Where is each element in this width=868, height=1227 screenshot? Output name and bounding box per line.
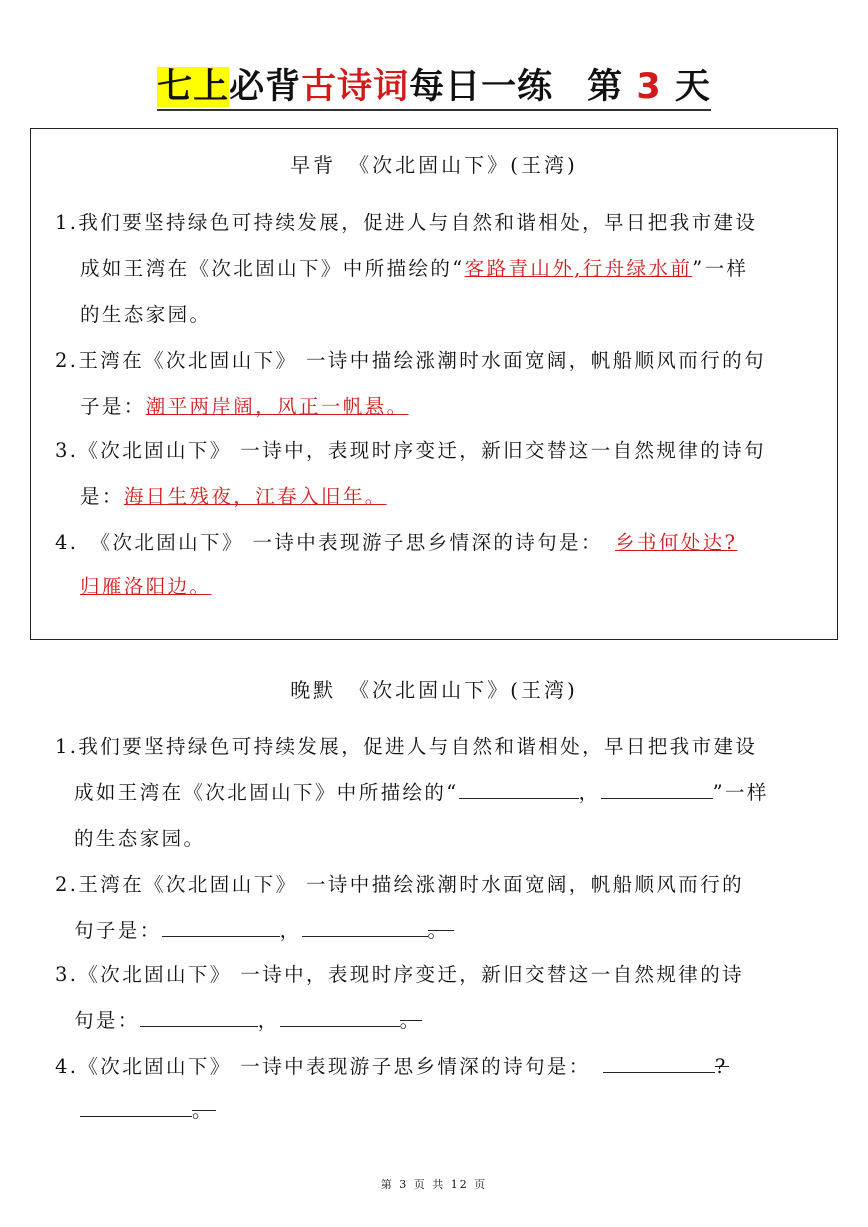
morning-q4-answer2: 归雁洛阳边。 [80,575,212,598]
morning-q3-answer: 海日生残夜，江春入旧年。 [123,485,387,508]
evening-q1-line3: 的生态家园。 [74,827,206,850]
evening-q2-comma: ， [279,919,302,942]
evening-q2-end-line [427,908,454,942]
evening-q2-period: 。 [427,919,450,942]
evening-q4-line2 [80,1088,216,1134]
morning-q1-answer: 客路青山外,行舟绿水前 [464,257,693,280]
evening-q4-q-line [714,1044,729,1078]
evening-q1-text-end: ”一样 [712,781,769,804]
evening-q1-line2 [74,770,769,816]
evening-q2-line1: 2.王湾在《次北固山下》 一诗中描绘涨潮时水面宽阔，帆船顺风而行的 [55,873,745,896]
morning-q1-text: 成如王湾在《次北固山下》中所描绘的“ [80,257,465,280]
morning-q4-line1 [55,520,737,566]
evening-q3-period: 。 [399,1009,422,1032]
evening-q3-comma: ， [257,1009,280,1032]
evening-q1-line1: 1.我们要坚持绿色可持续发展，促进人与自然和谐相处，早日把我市建设 [55,735,758,758]
evening-q2-blank1[interactable] [162,914,280,937]
morning-q3-line1: 3.《次北固山下》 一诗中，表现时序变迁，新旧交替这一自然规律的诗句 [55,439,766,462]
evening-q3-text: 句是： [74,1009,140,1032]
evening-q1-comma: ， [578,781,601,804]
evening-q2-text: 句子是： [74,919,162,942]
evening-q1-blank2[interactable] [601,776,713,799]
evening-q4-text: 4.《次北固山下》 一诗中表现游子思乡情深的诗句是： [55,1055,581,1078]
evening-q2-line2 [74,908,454,954]
title-day-number: 3 [636,67,662,107]
evening-q3-end-line [399,998,422,1032]
morning-heading: 早背 《次北固山下》(王湾) [290,153,578,177]
morning-q4-line2 [80,564,211,610]
morning-q4-text: 4. 《次北固山下》 一诗中表现游子思乡情深的诗句是： [55,531,594,554]
evening-q4-line1 [55,1044,729,1090]
morning-q2-line1: 2.王湾在《次北固山下》 一诗中描绘涨潮时水面宽阔，帆船顺风而行的句 [55,349,766,372]
morning-q3-line2 [80,474,387,520]
morning-q1-line2 [80,246,748,292]
evening-q4-end-line [192,1088,216,1122]
page-title [0,62,868,112]
morning-q1-text-end: ”一样 [692,257,749,280]
evening-q3-blank2[interactable] [280,1004,400,1027]
evening-q3-blank1[interactable] [140,1004,258,1027]
title-day-prefix: 第 [587,67,624,107]
evening-heading: 晚默 《次北固山下》(王湾) [290,678,578,702]
evening-q1-blank1[interactable] [459,776,579,799]
morning-q2-line2 [80,384,409,430]
evening-q4-blank1[interactable] [603,1050,715,1073]
title-grade: 七上 [157,67,230,107]
evening-q3-line2 [74,998,422,1044]
title-day-suffix: 天 [674,67,711,107]
title-must: 必背 [229,67,302,107]
evening-q4-period: 。 [192,1099,214,1122]
morning-q1-line3: 的生态家园。 [80,303,212,326]
evening-q4-blank2[interactable] [80,1094,192,1117]
morning-q2-answer: 潮平两岸阔，风正一帆悬。 [145,395,409,418]
morning-q4-answer1: 乡书何处达? [615,531,738,554]
evening-q4-question-mark: ? [714,1055,728,1078]
title-poetry: 古诗词 [301,67,410,107]
morning-q1-line1: 1.我们要坚持绿色可持续发展，促进人与自然和谐相处，早日把我市建设 [55,211,758,234]
title-daily: 每日一练 [409,67,554,107]
page-number: 第 3 页 共 12 页 [380,1178,488,1191]
evening-q3-line1: 3.《次北固山下》 一诗中，表现时序变迁，新旧交替这一自然规律的诗 [55,963,745,986]
morning-q3-text: 是： [80,485,124,508]
evening-q2-blank2[interactable] [302,914,428,937]
evening-q1-text: 成如王湾在《次北固山下》中所描绘的“ [74,781,459,804]
morning-q2-text: 子是： [80,395,146,418]
